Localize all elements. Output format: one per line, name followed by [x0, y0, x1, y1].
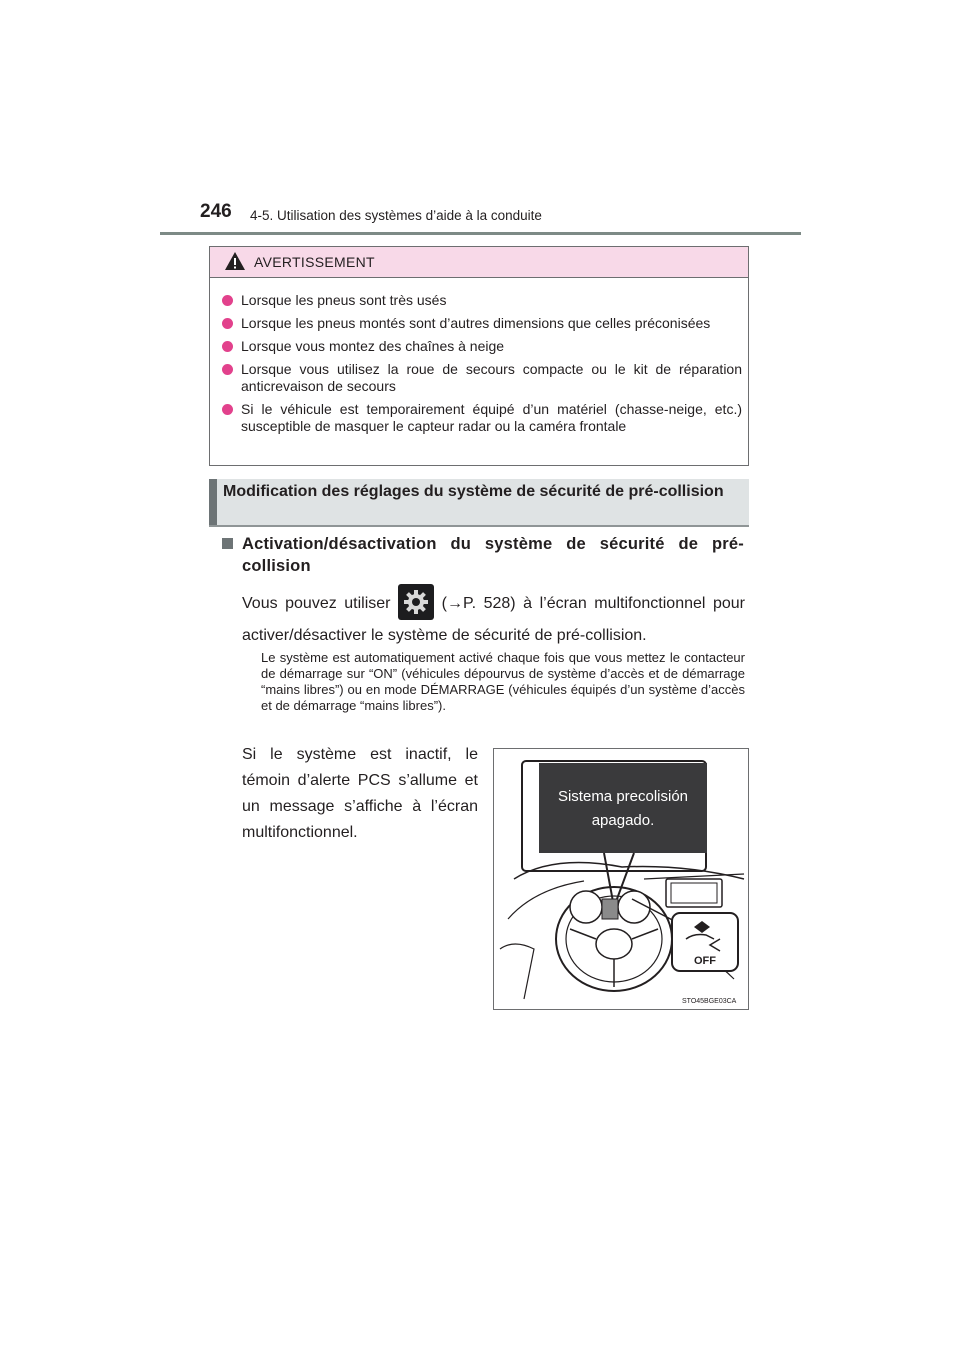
section-bar: [209, 479, 217, 525]
side-paragraph: Si le système est inactif, le témoin d’alerte PCS s’allume et un message s’affiche à l’écran multifonctionnel.: [242, 746, 478, 841]
pcs-off-label: OFF: [694, 955, 716, 967]
subheading-text: Activation/désactivation du système de sécurité de pré-collision: [242, 535, 744, 575]
note-paragraph: Le système est automatiquement activé chaque fois que vous mettez le contacteur de démarrage sur “ON” (véhicules dépourvus de système d’accès et de démarrage “mains libres”) ou en mode DÉMARRAGE (véhicules équipés d’un système d’accès et de démarrage “mains libres”).: [261, 650, 745, 713]
warning-title: AVERTISSEMENT: [254, 254, 375, 270]
warning-item: Si le véhicule est temporairement équipé d’un matériel (chasse-neige, etc.) susceptible de masquer le capteur radar ou la caméra frontale: [222, 401, 742, 435]
warning-triangle-icon: [224, 251, 246, 271]
body-paragraph: [242, 588, 745, 652]
pink-circle-bullet-icon: [222, 404, 233, 415]
warning-item: Lorsque vous montez des chaînes à neige: [222, 338, 742, 355]
page-number: 246: [200, 201, 232, 222]
pink-circle-bullet-icon: [222, 341, 233, 352]
warning-item: Lorsque vous utilisez la roue de secours compacte ou le kit de réparation anticrevaison de secours: [222, 361, 742, 395]
pink-circle-bullet-icon: [222, 295, 233, 306]
pink-circle-bullet-icon: [222, 318, 233, 329]
body-text-before-icon: Vous pouvez utiliser: [242, 595, 391, 612]
warning-list: [210, 278, 748, 435]
figure-code: STO45BGE03CA: [682, 998, 737, 1005]
dashboard-drawing: [494, 749, 750, 1011]
display-message-line1: Sistema precolisión: [557, 788, 689, 805]
gear-icon: [398, 584, 434, 620]
display-message-line2: apagado.: [591, 812, 655, 829]
gray-square-icon: [222, 538, 233, 549]
body-text-after-icon: (→P. 528) à l’écran multifonctionnel pour activer/désactiver le système de sécurité de pré-collision.: [242, 595, 746, 644]
section-title: Modification des réglages du système de sécurité de pré-collision: [223, 483, 724, 500]
pink-circle-bullet-icon: [222, 364, 233, 375]
chapter-title: 4-5. Utilisation des systèmes d’aide à la conduite: [250, 208, 542, 223]
subheading: [222, 533, 744, 577]
section-heading: [209, 479, 749, 527]
warning-header: [210, 247, 748, 278]
warning-item: Lorsque les pneus montés sont d’autres dimensions que celles préconisées: [222, 315, 742, 332]
warning-box: [209, 246, 749, 466]
header-rule: [160, 232, 801, 235]
warning-item: Lorsque les pneus sont très usés: [222, 292, 742, 309]
dashboard-illustration: [493, 748, 749, 1010]
